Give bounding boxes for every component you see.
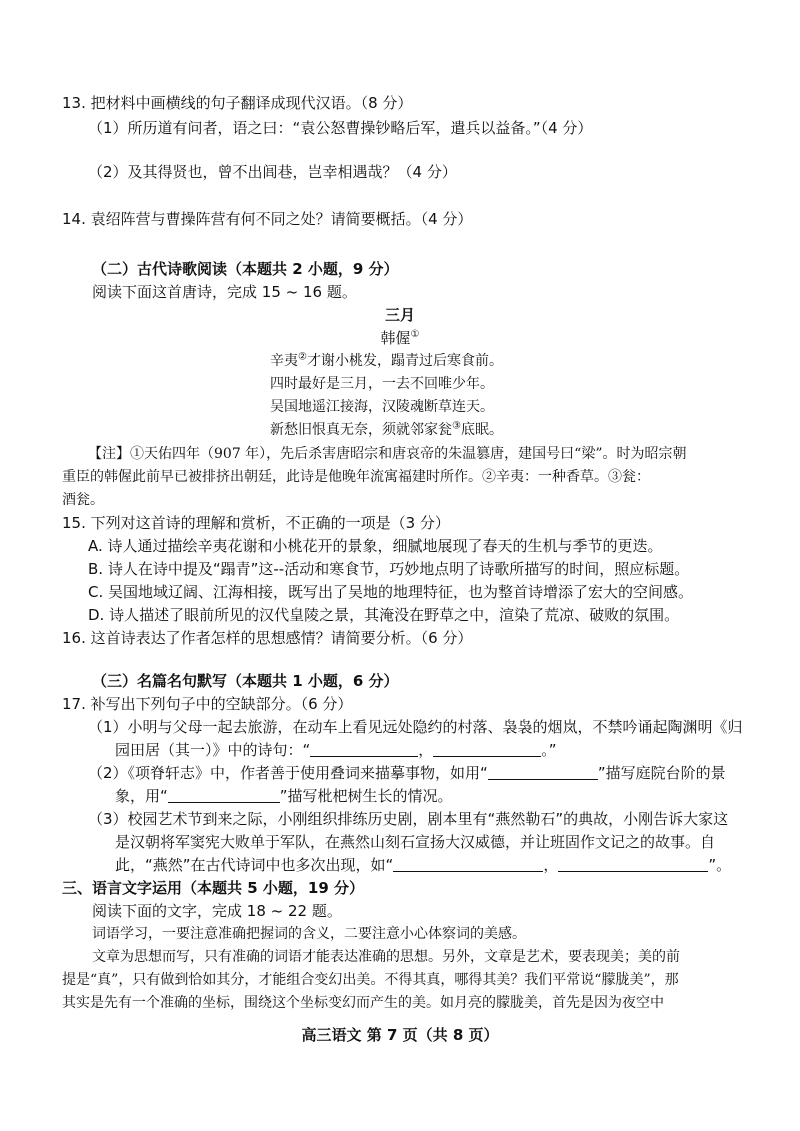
poem-line-2: 四时最好是三月，一去不回唯少年。: [270, 376, 494, 392]
q13-stem: 13. 把材料中画横线的句子翻译成现代汉语。（8 分）: [62, 94, 413, 112]
q15-option-d: D. 诗人描述了眼前所见的汉代皇陵之景，其淹没在野草之中，渲染了荒凉、破败的氛围。: [88, 606, 680, 624]
q13-part1: （1）所历道有问者，语之曰：“袁公怒曹操钞略后军，遣兵以益备。”（4 分）: [88, 119, 593, 137]
note-line-2: 重臣的韩偓此前早已被排挤出朝廷，此诗是他晚年流寓福建时所作。②辛夷：一种香草。③瓮：: [62, 469, 650, 485]
q17-part3-line3: [115, 854, 731, 877]
passage-line-1: 词语学习，一要注意准确把握词的含义，二要注意小心体察词的美感。: [92, 926, 526, 942]
poem-line-4-a: 新愁旧恨真无奈，须就邻家瓮: [270, 422, 452, 438]
note-line-1: 【注】①天佑四年（907 年），先后杀害唐昭宗和唐哀帝的朱温篡唐，建国号曰“梁”。时为昭宗朝: [88, 446, 687, 462]
q17-part1-text-b: ，: [418, 741, 434, 759]
answer-blank[interactable]: [558, 855, 708, 872]
poem-line-1-a: 辛夷: [270, 353, 298, 369]
q17-part3-text-a: 此，“燕然”在古代诗词中也多次出现，如“: [115, 856, 394, 874]
poem-line-1-b: 才谢小桃发，蹋青过后寒食前。: [306, 353, 503, 369]
q17-part1-text-a: 园田居（其一）》中的诗句：“: [115, 741, 311, 759]
poem-line-4-b: 底眠。: [460, 422, 503, 438]
q17-part3-text-c: ”。: [708, 856, 732, 874]
q17-part3-line2: 是汉朝将军窦宪大败单于军队，在燕然山刻石宣扬大汉威德，并让班固作文记之的故事。自: [115, 833, 716, 851]
q17-part2-line2: [115, 785, 453, 808]
page-footer: 高三语文 第 7 页（共 8 页）: [301, 1026, 499, 1044]
q17-part2-line1: [88, 762, 726, 785]
poem-title: 三月: [384, 306, 415, 324]
q17-part1-text-c: 。”: [541, 741, 557, 759]
poem-line-4: [270, 419, 503, 442]
q17-part1-line2: [115, 739, 557, 762]
q17-part2-text-b: ”描写庭院台阶的景: [597, 764, 726, 782]
part3-heading: 三、语言文字运用（本题共 5 小题，19 分）: [62, 879, 364, 897]
q17-part1-line1: （1）小明与父母一起去旅游，在动车上看见远处隐约的村落、袅袅的烟岚，不禁吟诵起陶渊明《归: [88, 718, 743, 736]
q17-stem: 17. 补写出下列句子中的空缺部分。（6 分）: [62, 695, 353, 713]
q17-part3-text-b: ，: [543, 856, 559, 874]
q15-option-b: B. 诗人在诗中提及“蹋青”这--活动和寒食节，巧妙地点明了诗歌所描写的时间，照应标题。: [88, 560, 690, 578]
answer-blank[interactable]: [433, 740, 541, 757]
section2-heading: （二）古代诗歌阅读（本题共 2 小题，9 分）: [92, 260, 399, 278]
answer-blank[interactable]: [393, 855, 543, 872]
passage-line-4: 其实是先有一个准确的坐标，围绕这个坐标变幻而产生的美。如月亮的朦胧美，首先是因为夜空中: [62, 995, 664, 1011]
q17-part2-text-d: ”描写枇杷树生长的情况。: [279, 787, 453, 805]
part3-intro: 阅读下面的文字，完成 18 ~ 22 题。: [92, 902, 342, 920]
footnote-marker: ①: [410, 329, 420, 340]
passage-line-3: 提是“真”，只有做到恰如其分，才能组合变幻出美。不得其真，哪得其美？我们平常说“朦胧美”，那: [62, 972, 679, 988]
q17-part2-text-a: （2）《项脊轩志》中，作者善于使用叠词来描摹事物，如用“: [88, 764, 488, 782]
note-line-3: 酒瓮。: [62, 492, 104, 508]
poem-author-name: 韩偓: [380, 329, 411, 347]
q16-stem: 16. 这首诗表达了作者怎样的思想感情？请简要分析。（6 分）: [62, 629, 473, 647]
footnote-marker: ③: [452, 420, 461, 432]
answer-blank[interactable]: [310, 740, 418, 757]
footnote-marker: ②: [298, 351, 307, 363]
q15-stem: 15. 下列对这首诗的理解和赏析，不正确的一项是（3 分）: [62, 514, 450, 532]
section2-intro: 阅读下面这首唐诗，完成 15 ~ 16 题。: [92, 283, 357, 301]
q17-part2-text-c: 象，用“: [115, 787, 168, 805]
q17-part3-line1: （3）校园艺术节到来之际，小刚组织排练历史剧，剧本里有“燕然勒石”的典故，小刚告诉大家这: [88, 810, 729, 828]
section3-heading: （三）名篇名句默写（本题共 1 小题，6 分）: [92, 672, 399, 690]
q15-option-c: C. 吴国地域辽阔、江海相接，既写出了吴地的地理特征，也为整首诗增添了宏大的空间感。: [88, 583, 694, 601]
answer-blank[interactable]: [488, 763, 598, 780]
poem-line-1: [270, 350, 503, 373]
passage-line-2: 文章为思想而写，只有准确的词语才能表达准确的思想。另外，文章是艺术，要表现美；美的前: [92, 949, 680, 965]
q14-stem: 14. 袁绍阵营与曹操阵营有何不同之处？请简要概括。（4 分）: [62, 210, 473, 228]
answer-blank[interactable]: [168, 786, 280, 803]
poem-author: [0, 327, 800, 350]
q15-option-a: A. 诗人通过描绘辛夷花谢和小桃花开的景象，细腻地展现了春天的生机与季节的更迭。: [88, 537, 663, 555]
q13-part2: （2）及其得贤也，曾不出闾巷，岂幸相遇哉？（4 分）: [88, 163, 457, 181]
poem-line-3: 吴国地遥江接海，汉陵魂断草连天。: [270, 399, 494, 415]
